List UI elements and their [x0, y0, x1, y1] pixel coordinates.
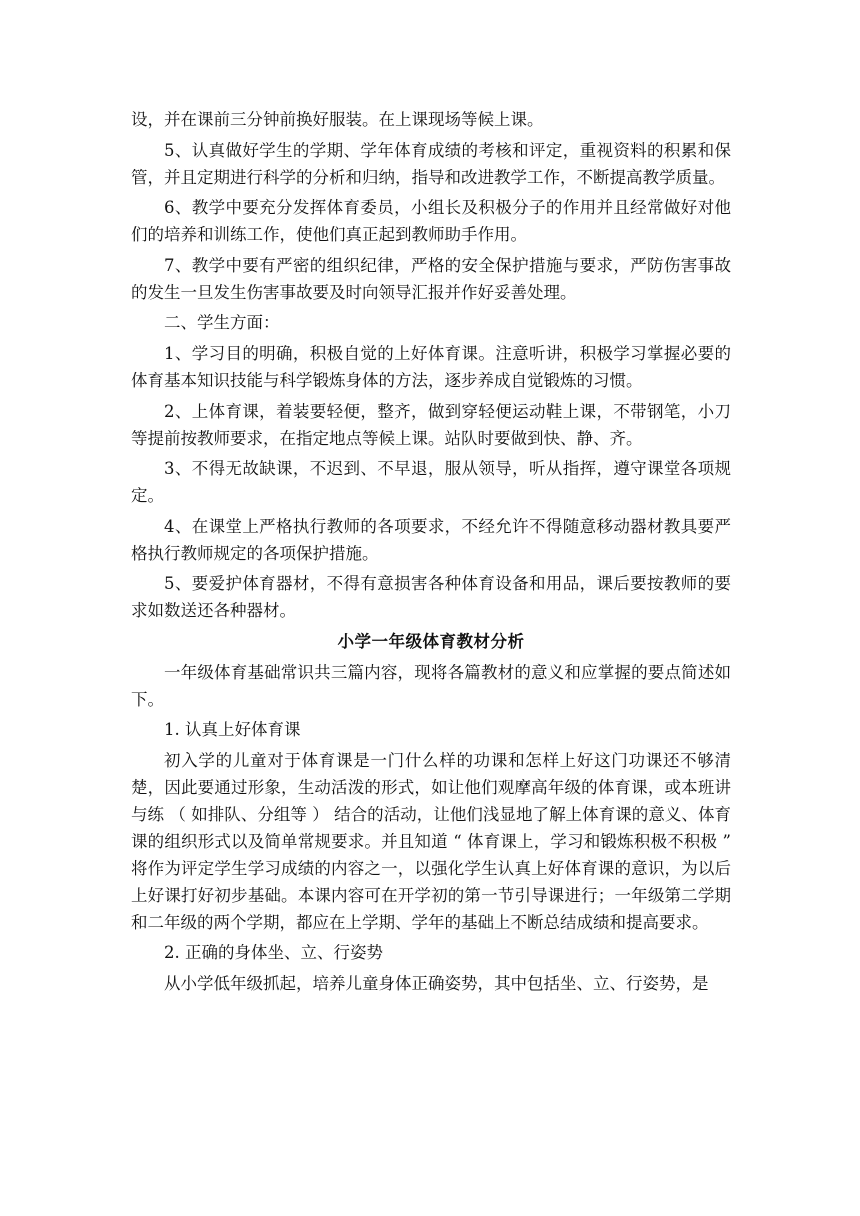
- student-rule-1: 1、学习目的明确，积极自觉的上好体育课。注意听讲，积极学习掌握必要的体育基本知识技能与科学锻炼身体的方法，逐步养成自觉锻炼的习惯。: [131, 343, 731, 390]
- topic-2-body: 从小学低年级抓起，培养儿童身体正确姿势，其中包括坐、立、行姿势，是: [164, 973, 709, 993]
- student-rule-5: 5、要爱护体育器材，不得有意损害各种体育设备和用品，课后要按教师的要求如数送还各种器材。: [131, 574, 731, 621]
- paragraph-continuation: 设，并在课前三分钟前换好服装。在上课现场等候上课。: [131, 110, 544, 129]
- document-page: [131, 106, 731, 1001]
- teacher-rule-5: 5、认真做好学生的学期、学年体育成绩的考核和评定，重视资料的积累和保管，并且定期进行科学的分析和归纳，指导和改进教学工作，不断提高教学质量。: [131, 140, 731, 187]
- student-rule-3: 3、不得无故缺课，不迟到、不早退，服从领导，听从指挥，遵守课堂各项规定。: [131, 459, 731, 506]
- intro-paragraph: 一年级体育基础常识共三篇内容，现将各篇教材的意义和应掌握的要点简述如下。: [131, 662, 731, 709]
- teacher-rule-7: 7、教学中要有严密的组织纪律，严格的安全保护措施与要求，严防伤害事故的发生一旦发生伤害事故要及时向领导汇报并作好妥善处理。: [131, 255, 731, 302]
- topic-1-body: 初入学的儿童对于体育课是一门什么样的功课和怎样上好这门功课还不够清楚，因此要通过形象，生动活泼的形式，如让他们观摩高年级的体育课，或本班讲与练 （ 如排队、分组等 ） 结合的活动，让他们浅显地了解上体育课的意义、体育课的组织形式以及简单常规要求。并且知道 “ 体育课上，学习和锻炼积极不积极 ” 将作为评定学生学习成绩的内容之一，以强化学生认真上好体育课的意识，为以后上好课打好初步基础。本课内容可在开学初的第一节引导课进行；一年级第二学期和二年级的两个学期，都应在上学期、学年的基础上不断总结成绩和提高要求。: [131, 750, 731, 932]
- section-title: 小学一年级体育教材分析: [337, 631, 525, 651]
- topic-heading-1: 1. 认真上好体育课: [164, 720, 301, 740]
- topic-heading-2: 2. 正确的身体坐、立、行姿势: [164, 943, 383, 963]
- student-rule-4: 4、在课堂上严格执行教师的各项要求，不经允许不得随意移动器材教具要严格执行教师规定的各项保护措施。: [131, 516, 731, 563]
- teacher-rule-6: 6、教学中要充分发挥体育委员，小组长及积极分子的作用并且经常做好对他们的培养和训练工作，使他们真正起到教师助手作用。: [131, 198, 731, 245]
- student-rule-2: 2、上体育课，着装要轻便，整齐，做到穿轻便运动鞋上课，不带钢笔，小刀等提前按教师要求，在指定地点等候上课。站队时要做到快、静、齐。: [131, 401, 731, 448]
- student-section-heading: 二、学生方面：: [164, 313, 280, 333]
